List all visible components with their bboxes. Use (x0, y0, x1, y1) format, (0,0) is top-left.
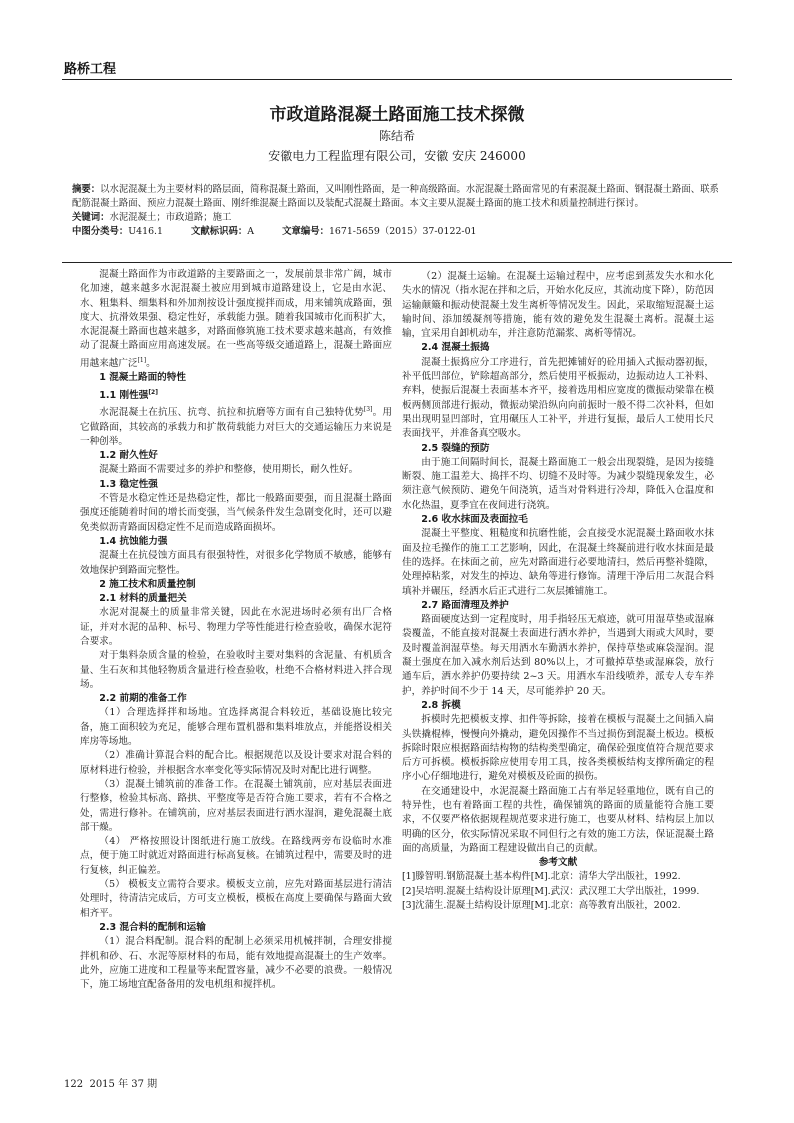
header-rule (62, 79, 732, 80)
paragraph: （1）混合料配制。混合料的配制上必须采用机械拌制，合理安排搅拌机和砂、石、水泥等原材料的布局，能有效地提高混凝土的生产效率。此外，应施工进度和工程量等来配置容量，减少不必要的浪费。一般情况下，施工场地宜配备备用的发电机组和搅拌机。 (80, 936, 392, 991)
paragraph: 对于集料杂质含量的检验，在验收时主要对集料的含泥量、有机质含量、生石灰和其他轻物质含量进行检查验收，杜绝不合格材料进入拌合现场。 (80, 650, 392, 690)
subsection-heading: 2.7 路面清理及养护 (421, 599, 509, 611)
paragraph: （1）合理选择拌和场地。宜选择离混合料较近，基础设施比较完备，施工面积较为充足，能够合理布置机器和集料堆放点，并能搭设相关库房等场地。 (80, 707, 392, 748)
right-column (402, 270, 714, 913)
keywords-label: 关键词： (72, 212, 110, 223)
citation: [3] (363, 406, 373, 414)
reference-item: [3]沈蒲生.混凝土结构设计原理[M].北京：高等教育出版社，2002. (402, 900, 681, 912)
issue-label: 2015 年 37 期 (89, 1079, 158, 1090)
clc-label: 中图分类号： (72, 226, 129, 237)
page-number: 122 (64, 1079, 84, 1090)
paragraph: 由于施工间隔时间长，混凝土路面施工一般会出现裂缝，是因为接缝断裂、施工温差大、捣拌不均、切缝不及时等。为减少裂缝现象发生，必须注意气候预防、避免午间浇筑，适当对骨料进行冷却，降低入仓温度和水化热温，夏季宜在夜间进行浇筑。 (402, 456, 714, 511)
paragraph: 水泥对混凝土的质量非常关键，因此在水泥进场时必须有出厂合格证，并对水泥的品种、标号、物理力学等性能进行检查验收，确保水泥符合要求。 (80, 607, 392, 647)
article-author: 陈结希 (378, 129, 415, 143)
subsection-heading: 2.6 收水抹面及表面拉毛 (421, 514, 528, 526)
paragraph: 水泥混凝土在抗压、抗弯、抗拉和抗磨等方面有自己独特优势[3]。用它做路面，其较高的承载力和扩散荷载能力对巨大的交通运输压力来说是一种创举。 (80, 406, 393, 447)
clc-value: U416.1 (128, 226, 164, 237)
paragraph: （5） 模板支立需符合要求。模板支立前，应先对路面基层进行清洁处理时，待清洁完成后，方可支立模板，模板在高度上要确保与路面大致相齐平。 (80, 879, 392, 919)
section-heading: 1 混凝土路面的特性 (99, 372, 186, 384)
subsection-heading: 2.3 混合料的配制和运输 (99, 921, 206, 933)
subsection-heading: 1.2 耐久性好 (99, 450, 158, 462)
doc-label: 文献标识码： (191, 226, 248, 237)
reference-item: [1]滕智明.钢筋混凝土基本构件[M].北京：清华大学出版社，1992. (402, 871, 681, 883)
paragraph: （3）混凝土铺筑前的准备工作。在混凝土铺筑前，应对基层表面进行整修，检验其标高、路拱、平整度等是否符合施工要求，若有不合格之处，需进行修补。在铺筑前，应对基层表面进行洒水湿润，避免混凝土底部干燥。 (80, 778, 392, 833)
subsection-heading: 2.1 材料的质量把关 (99, 593, 187, 605)
paragraph: （2）混凝土运输。在混凝土运输过程中，应考虑到蒸发失水和水化失水的情况（指水泥在拌和之后，开始水化反应，其流动度下降），防范因运输颠簸和振动使混凝土发生离析等情况发生。因此，采取缩短混凝土运输时间、添加缓凝剂等措施，能有效的避免发生混凝土离析。混凝土运输，宜采用自卸机动车，并注意防范漏浆、离析等情况。 (402, 271, 714, 340)
page-footer (64, 1075, 157, 1090)
left-column (80, 268, 392, 992)
abstract (72, 183, 728, 211)
reference-item: [2]吴培明.混凝土结构设计原理[M].武汉：武汉理工大学出版社，1999. (402, 885, 700, 897)
intro-paragraph: 混凝土路面作为市政道路的主要路面之一，发展前景非常广阔，城市化加速，越来越多水泥混凝土被应用到城市道路建设上，它是由水泥、水、粗集料、细集料和外加剂按设计强度搅拌而成，用来铺筑成路面，强度大、抗滑效果强、稳定性好，承载能力强。随着我国城市化而积扩大，水泥混凝土路面也越来越多，对路面修筑施工技术要求越来越高，有效推动了混凝土路面应用高速发展。在一些高等级交通道路上，混凝土路面应用越来越广泛[1]。 (80, 269, 392, 369)
subsection-heading: 1.4 抗蚀能力强 (99, 535, 168, 547)
conclusion-paragraph: 在交通建设中，水泥混凝土路面施工占有举足轻重地位，既有自己的特异性，也有着路面工程的共性，确保铺筑的路面的质量能符合施工要求，不仅要严格依据规程规范要求进行施工，也要从材料、结构层上加以明确的区分，依实际情况采取不同但行之有效的施工方法，保证混凝土路面的高质量，为路面工程建设做出自己的贡献。 (402, 785, 714, 854)
citation: [1] (137, 356, 147, 364)
paragraph: 混凝土在抗侵蚀方面具有很强特性，对很多化学物质不敏感，能够有效地保护到路面完整性。 (80, 550, 392, 576)
keywords (72, 211, 728, 225)
subsection-heading: 2.4 混凝土振捣 (421, 342, 490, 354)
subsection-heading: 2.5 裂缝的预防 (421, 442, 490, 454)
paragraph: 拆模时先把模板支撑、扣件等拆除，接着在模板与混凝土之间插入扁头铁撬棍棒，慢慢向外撬动，避免因操作不当过损伤到混凝土板边。模板拆除时限应根据路面结构物的结构类型确定，确保砼强度值符合规范要求后方可拆模。模板拆除应使用专用工具，按各类模板结构支撑所确定的程序小心仔细地进行，避免对模板及砼面的损伤。 (402, 714, 714, 783)
paragraph: 不管是水稳定性还是热稳定性，都比一般路面要强，而且混凝土路面强度还能随着时间的增长而变强，当气候条件发生急剧变化时，还可以避免类似沥青路面因稳定性不足而造成路面损坏。 (80, 493, 392, 533)
section-heading: 2 施工技术和质量控制 (99, 578, 196, 590)
references-heading: 参考文献 (538, 857, 578, 869)
article-no-value: 1671-5659（2015）37-0122-01 (328, 226, 477, 237)
paragraph: （4） 严格按照设计图纸进行施工放线。在路线两旁布设临时水准点，便于施工时就近对路面进行标高复核。在铺筑过程中，需要及时的进行复核，纠正偏差。 (80, 836, 392, 876)
paragraph: 混凝土振捣应分工序进行，首先把摊铺好的砼用插入式振动器初振，补平低凹部位，铲除超高部分，然后使用平板振动，边振动边人工补料、弃料，使振后混凝土表面基本齐平，接着选用相应宽度的微振动梁靠在模板两侧顶部进行振动，微振动梁沿纵向向前振时一般不得二次补料，但如果出现明显凹部时，宜用碾压人工补平，并进行复振，最后人工使用长尺表面找平，并准备真空吸水。 (402, 356, 714, 440)
article-affiliation: 安徽电力工程监理有限公司，安徽 安庆 246000 (268, 149, 526, 163)
keywords-text: 水泥混凝土；市政道路；施工 (109, 212, 232, 223)
subsection-heading: 1.1 刚性强[2] (99, 388, 158, 401)
paragraph: 混凝土平整度、粗糙度和抗磨性能，会直接受水泥混凝土路面收水抹面及拉毛操作的施工工艺影响，因此，在混凝土终凝前进行收水抹面是最佳的选择。在抹面之前，应先对路面进行必要地清扫，然后再整补缝隙，处理掉粘浆，对发生的掉边、缺角等进行修饰。清理干净后用二灰混合料填补并碾压，经洒水后正式进行二灰层摊铺施工。 (402, 528, 714, 597)
classification-line (72, 225, 728, 239)
abstract-label: 摘要： (72, 184, 101, 195)
abstract-text: 以水泥混凝土为主要材料的路层面，简称混凝土路面，又叫刚性路面，是一种高级路面。水泥混凝土路面常见的有素混凝土路面、钢混凝土路面、联系配筋混凝土路面、预应力混凝土路面、刚纤维混凝土路面以及装配式混凝土路面。本文主要从混凝土路面的施工技术和质量控制进行探讨。 (72, 184, 719, 209)
paragraph: （2）准确计算混合料的配合比。根据规范以及设计要求对混合料的原材料进行检验，并根据含水率变化等实际情况及时对配比进行调整。 (80, 750, 392, 776)
article-title: 市政道路混凝土路面施工技术探微 (269, 105, 525, 125)
article-meta (72, 183, 728, 239)
paragraph: 路面硬度达到一定程度时，用手指轻压无痕迹，就可用湿草垫或湿麻袋覆盖，不能直接对混凝土表面进行洒水养护，当遇到大雨或大风时，要及时覆盖润湿草垫。每天用洒水车勤洒水养护，保持草垫或麻袋湿润。混凝土强度在加入减水剂后达到 80%以上，才可撤掉草垫或湿麻袋，放行通车后，洒水养护仍要持续 2~3 天。用洒水车沿线喷养，派专人专车养护，养护时间不少于 14 天，尽可能养护 20 天。 (402, 614, 714, 697)
doc-value: A (247, 226, 255, 237)
article-no-label: 文章编号： (282, 226, 329, 237)
subsection-heading: 2.2 前期的准备工作 (99, 693, 187, 705)
subsection-heading: 2.8 拆模 (421, 699, 461, 711)
running-head: 路桥工程 (64, 62, 117, 77)
paragraph: 混凝土路面不需要过多的养护和整修，使用期长，耐久性好。 (99, 464, 359, 476)
subsection-heading: 1.3 稳定性强 (99, 478, 158, 490)
meta-rule (62, 262, 732, 263)
